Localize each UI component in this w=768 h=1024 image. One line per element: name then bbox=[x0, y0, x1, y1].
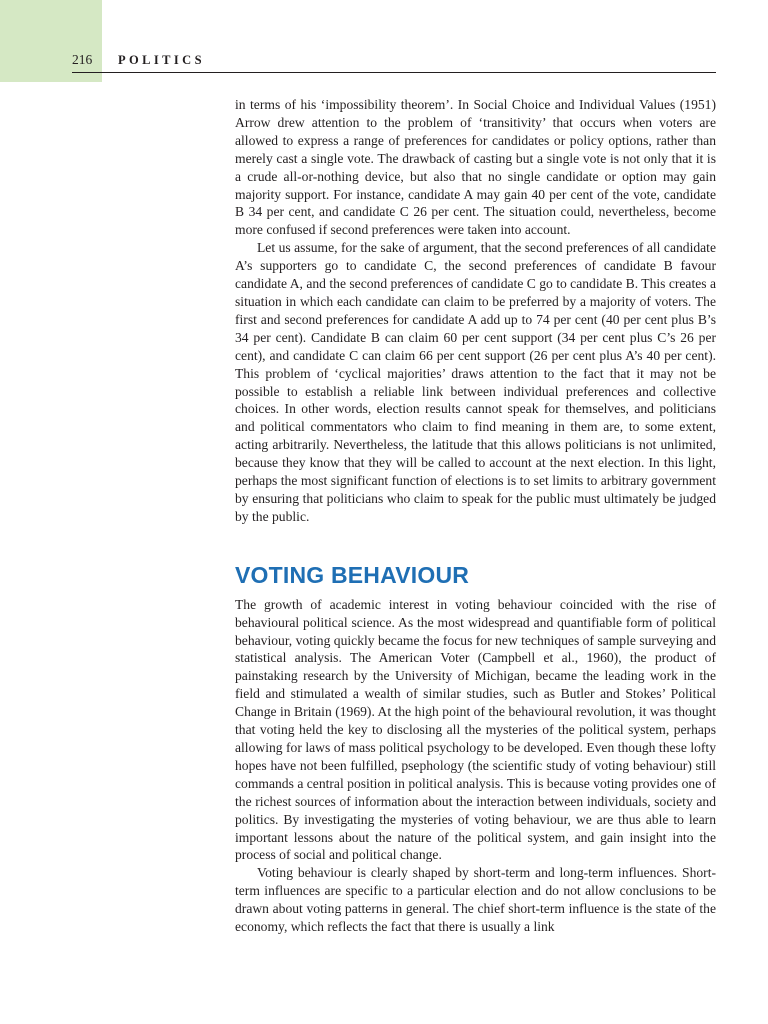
running-header bbox=[72, 52, 716, 73]
page-number: 216 bbox=[72, 52, 93, 67]
body-paragraph-3: The growth of academic interest in voting behaviour coincided with the rise of behavioural political science. As the most widespread and quantifiable form of political behaviour, voting quickly became the focus for new techniques of sample surveying and statistical analysis. The American Voter (Campbell et al., 1960), the product of painstaking research by the University of Michigan, became the leading work in the field and stimulated a wealth of similar studies, such as Butler and Stokes’ Political Change in Britain (1969). At the high point of the behavioural revolution, it was thought that voting held the key to disclosing all the mysteries of the political system, perhaps allowing for laws of mass political psychology to be developed. Even though these lofty hopes have not been fulfilled, psephology (the scientific study of voting behaviour) still commands a central position in political analysis. This is because voting provides one of the richest sources of information about the interaction between individuals, society and politics. By investigating the mysteries of voting behaviour, we are thus able to learn important lessons about the nature of the political system, and gain insight into the process of social and political change. bbox=[235, 596, 716, 863]
body-paragraph-4: Voting behaviour is clearly shaped by short-term and long-term influences. Short-term influences are specific to a particular election and do not allow conclusions to be drawn about voting patterns in general. The chief short-term influence is the state of the economy, which reflects the fact that there is usually a link bbox=[235, 865, 716, 935]
body-paragraph-2: Let us assume, for the sake of argument, that the second preferences of all candidate A’s supporters go to candidate C, the second preferences of candidate B favour candidate A, and the second preferences of candidate C go to candidate B. This creates a situation in which each candidate can claim to be preferred by a majority of voters. The first and second preferences for candidate A add up to 74 per cent (40 per cent plus B’s 34 per cent). Candidate B can claim 60 per cent support (34 per cent plus C’s 26 per cent), and candidate C can claim 66 per cent support (26 per cent plus A’s 40 per cent). This problem of ‘cyclical majorities’ draws attention to the fact that it may not be possible to establish a reliable link between individual preferences and collective choices. In other words, election results cannot speak for themselves, and politicians and political commentators who claim to find meaning in them are, to some extent, acting arbitrarily. Nevertheless, the latitude that this allows politicians is not unlimited, because they know that they will be called to account at the next election. In this light, perhaps the most significant function of elections is to set limits to arbitrary government by ensuring that politicians who claim to speak for the public must ultimately be judged by the public. bbox=[235, 240, 716, 524]
section-heading-voting-behaviour: VOTING BEHAVIOUR bbox=[235, 561, 470, 588]
body-paragraph-1: in terms of his ‘impossibility theorem’. In Social Choice and Individual Values (1951) Arrow drew attention to the problem of ‘transitivity’ that occurs when voters are allowed to express a range of preferences for candidates or policy options, rather than merely cast a single vote. The drawback of casting but a single vote is not only that it is a crude all-or-nothing device, but also that no single candidate or option may gain majority support. For instance, candidate A may gain 40 per cent of the vote, candidate B 34 per cent, and candidate C 26 per cent. The situation could, nevertheless, become more confused if second preferences were taken into account. bbox=[235, 97, 716, 238]
text-column bbox=[235, 96, 716, 936]
running-title: POLITICS bbox=[118, 53, 205, 67]
